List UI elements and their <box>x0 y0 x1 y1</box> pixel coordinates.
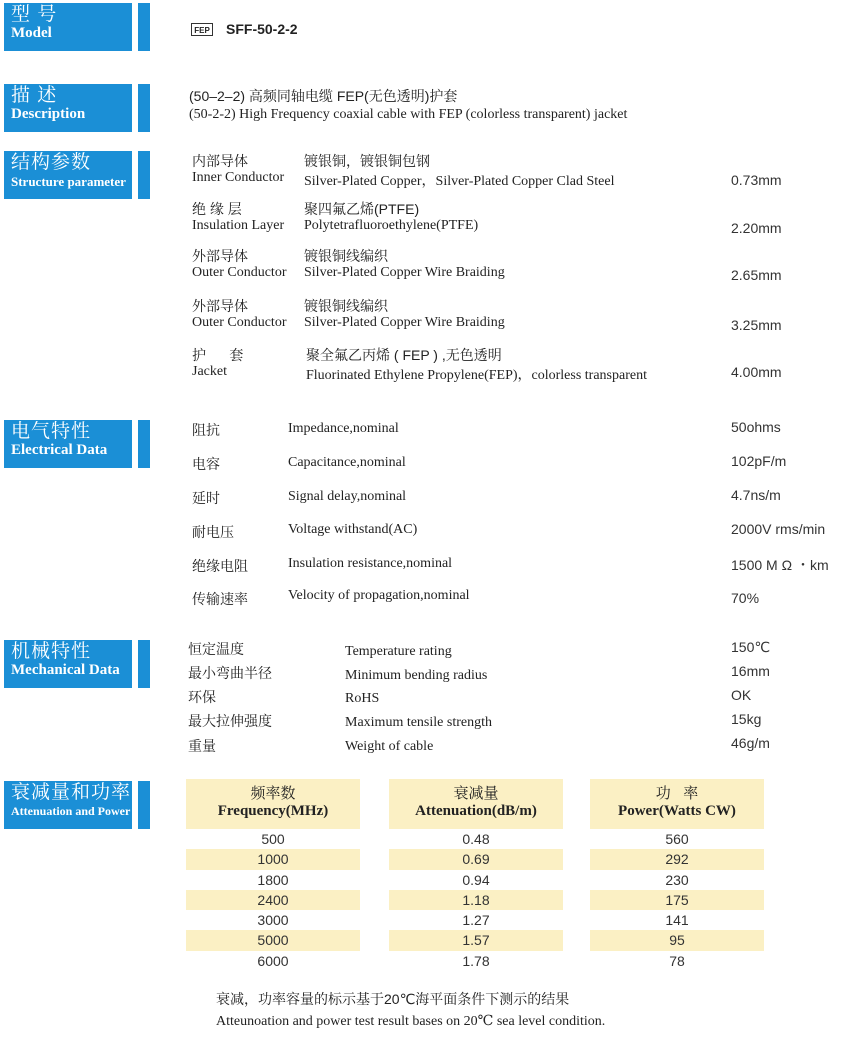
structure-zh-label: 护 套 <box>192 347 244 363</box>
mechanical-value: 150℃ <box>731 639 771 655</box>
structure-en-value: Silver-Plated Copper，Silver-Plated Copper Clad Steel <box>304 174 615 189</box>
table-cell: 0.94 <box>462 871 490 888</box>
electrical-en: Signal delay,nominal <box>288 489 407 504</box>
table-cell: 1.78 <box>462 952 490 969</box>
table-column-frequency <box>186 779 360 971</box>
fep-icon: FEP <box>191 23 213 36</box>
mechanical-value: 15kg <box>731 711 762 727</box>
table-cell: 292 <box>590 849 764 869</box>
structure-dimension: 2.65mm <box>731 267 782 283</box>
structure-zh-label: 内部导体 <box>192 153 248 169</box>
structure-en-label: Outer Conductor <box>192 265 287 280</box>
structure-en-label: Inner Conductor <box>192 170 285 185</box>
electrical-value: 1500 M Ω ・km <box>731 557 829 573</box>
structure-en-value: Silver-Plated Copper Wire Braiding <box>304 315 505 330</box>
table-cell: 95 <box>590 930 764 950</box>
table-cell: 6000 <box>257 952 289 969</box>
electrical-value: 2000V rms/min <box>731 521 826 537</box>
mechanical-zh: 恒定温度 <box>188 641 244 657</box>
structure-zh-value: 镀银铜，镀银铜包钢 <box>304 153 430 169</box>
structure-zh-value: 镀银铜线编织 <box>304 298 388 314</box>
structure-en-label: Jacket <box>192 364 227 379</box>
electrical-value: 50ohms <box>731 419 781 435</box>
table-cell: 230 <box>665 871 689 888</box>
table-cell: 175 <box>590 890 764 910</box>
section-bar <box>138 781 150 829</box>
header-zh: 功 率 <box>655 785 699 802</box>
model-value: SFF-50-2-2 <box>226 21 298 37</box>
header-zh: 衰减量 <box>453 785 499 802</box>
section-label-zh: 结构参数 <box>11 152 92 173</box>
section-label-en: Attenuation and Power <box>11 804 131 818</box>
mechanical-en: RoHS <box>345 691 380 706</box>
section-label-model <box>4 3 132 51</box>
section-label-mechanical <box>4 640 132 688</box>
mechanical-en: Minimum bending radius <box>345 668 488 683</box>
section-label-en: Electrical Data <box>11 442 108 458</box>
table-cell: 560 <box>665 831 689 847</box>
section-label-structure <box>4 151 132 199</box>
electrical-zh: 阻抗 <box>192 422 220 438</box>
structure-en-label: Insulation Layer <box>192 218 285 233</box>
electrical-en: Impedance,nominal <box>288 421 399 436</box>
section-label-attenuation <box>4 781 132 829</box>
electrical-value: 4.7ns/m <box>731 487 781 503</box>
mechanical-zh: 环保 <box>188 689 216 705</box>
table-header <box>389 779 563 829</box>
table-cell: 5000 <box>186 930 360 950</box>
section-label-en: Structure parameter <box>11 174 126 189</box>
electrical-zh: 延时 <box>192 490 220 506</box>
electrical-en: Insulation resistance,nominal <box>288 556 453 571</box>
structure-zh-label: 绝 缘 层 <box>192 201 242 217</box>
description-en: (50-2-2) High Frequency coaxial cable with FEP (colorless transparent) jacket <box>189 107 628 122</box>
section-label-zh: 机械特性 <box>11 641 92 662</box>
table-cell: 0.69 <box>389 849 563 869</box>
electrical-zh: 绝缘电阻 <box>192 558 248 574</box>
electrical-en: Capacitance,nominal <box>288 455 406 470</box>
section-bar <box>138 84 150 132</box>
table-cell: 1000 <box>186 849 360 869</box>
electrical-en: Voltage withstand(AC) <box>288 522 418 537</box>
mechanical-value: 46g/m <box>731 735 770 751</box>
mechanical-zh: 最大拉伸强度 <box>188 713 272 729</box>
section-label-electrical <box>4 420 132 468</box>
header-en: Attenuation(dB/m) <box>415 803 537 819</box>
mechanical-zh: 重量 <box>188 738 216 754</box>
electrical-zh: 耐电压 <box>192 524 234 540</box>
electrical-value: 70% <box>731 590 760 606</box>
table-cell: 1800 <box>257 871 289 888</box>
structure-dimension: 2.20mm <box>731 220 782 236</box>
electrical-zh: 电容 <box>192 456 220 472</box>
mechanical-value: 16mm <box>731 663 770 679</box>
table-cell: 78 <box>669 952 685 969</box>
table-cell: 500 <box>261 831 285 847</box>
mechanical-zh: 最小弯曲半径 <box>188 665 272 681</box>
mechanical-value: OK <box>731 687 752 703</box>
section-bar <box>138 3 150 51</box>
section-label-zh: 衰减量和功率 <box>11 782 132 803</box>
structure-en-value: Silver-Plated Copper Wire Braiding <box>304 265 505 280</box>
table-cell: 1.27 <box>462 912 490 929</box>
electrical-value: 102pF/m <box>731 453 787 469</box>
mechanical-en: Weight of cable <box>345 739 434 754</box>
section-bar <box>138 151 150 199</box>
note-zh: 衰减，功率容量的标示基于20℃海平面条件下测示的结果 <box>216 991 570 1007</box>
structure-zh-value: 镀银铜线编织 <box>304 248 388 264</box>
section-label-en: Model <box>11 25 52 41</box>
structure-dimension: 3.25mm <box>731 317 782 333</box>
table-cell: 1.18 <box>389 890 563 910</box>
structure-en-label: Outer Conductor <box>192 315 287 330</box>
structure-zh-label: 外部导体 <box>192 298 248 314</box>
electrical-zh: 传输速率 <box>192 591 248 607</box>
section-bar <box>138 640 150 688</box>
header-zh: 频率数 <box>250 785 296 802</box>
table-header <box>590 779 764 829</box>
structure-en-value: Polytetrafluoroethylene(PTFE) <box>304 218 479 233</box>
header-en: Power(Watts CW) <box>618 803 736 819</box>
table-cell: 3000 <box>257 912 289 929</box>
section-label-en: Description <box>11 106 86 122</box>
section-bar <box>138 420 150 468</box>
table-header <box>186 779 360 829</box>
header-en: Frequency(MHz) <box>217 803 329 819</box>
table-cell: 2400 <box>186 890 360 910</box>
mechanical-en: Temperature rating <box>345 644 452 659</box>
description-zh: (50–2–2) 高频同轴电缆 FEP(无色透明)护套 <box>189 88 458 104</box>
electrical-en: Velocity of propagation,nominal <box>288 588 470 603</box>
table-cell: 1.57 <box>389 930 563 950</box>
structure-dimension: 4.00mm <box>731 364 782 380</box>
section-label-zh: 描 述 <box>11 85 58 106</box>
section-label-zh: 型 号 <box>11 4 58 25</box>
structure-zh-value: 聚四氟乙烯(PTFE) <box>304 201 420 217</box>
section-label-description <box>4 84 132 132</box>
section-label-zh: 电气特性 <box>11 421 92 442</box>
note-en: Atteunoation and power test result bases on 20℃ sea level condition. <box>216 1014 606 1029</box>
table-column-power <box>590 779 764 971</box>
table-column-attenuation <box>389 779 563 971</box>
structure-en-value: Fluorinated Ethylene Propylene(FEP)，colorless transparent <box>306 368 647 383</box>
structure-zh-label: 外部导体 <box>192 248 248 264</box>
structure-zh-value: 聚全氟乙丙烯 ( FEP ) ,无色透明 <box>306 347 502 363</box>
table-cell: 141 <box>665 912 689 929</box>
mechanical-en: Maximum tensile strength <box>345 715 492 730</box>
table-cell: 0.48 <box>462 831 490 847</box>
section-label-en: Mechanical Data <box>11 662 120 678</box>
structure-dimension: 0.73mm <box>731 172 782 188</box>
